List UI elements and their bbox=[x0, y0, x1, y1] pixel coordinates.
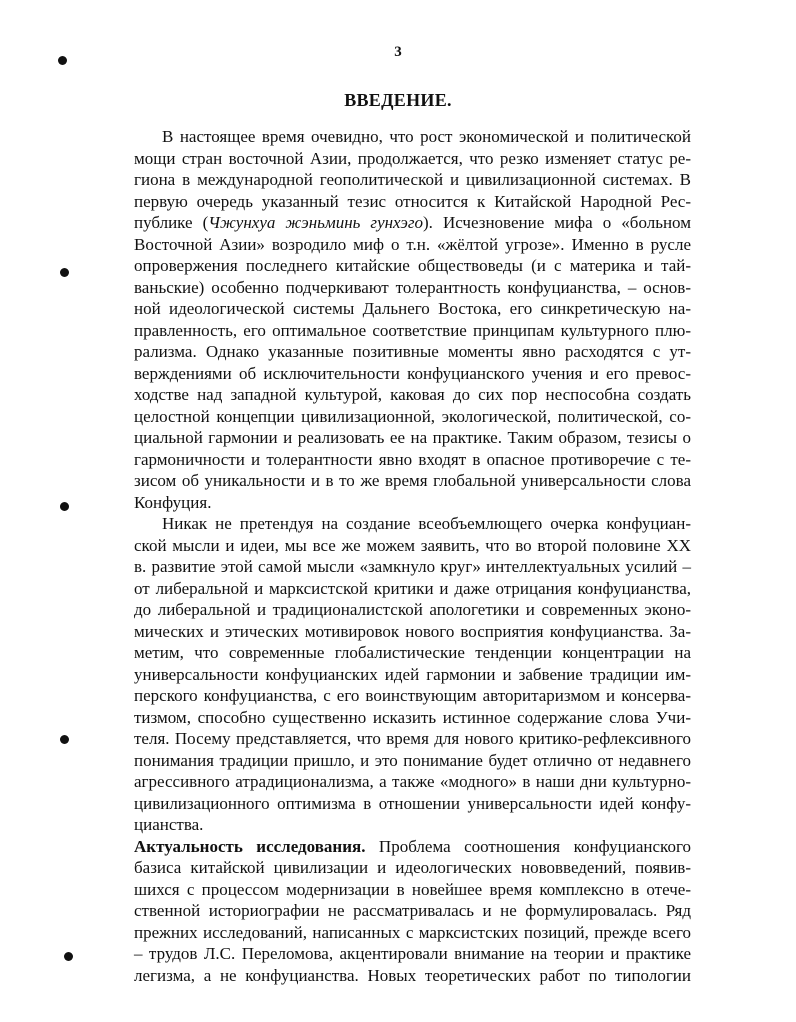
text-line: опровержения последнего китайские обществоведы (и с материка и тай- bbox=[134, 256, 691, 275]
text-line: Восточной Азии» возродило миф о т.н. «жёлтой угрозе». Именно в русле bbox=[134, 234, 691, 254]
text-line: базиса китайской цивилизации и идеологических нововведений, появив- bbox=[134, 858, 691, 877]
binding-hole-mark bbox=[60, 268, 69, 277]
binding-hole-mark bbox=[64, 952, 73, 961]
text-line: первую очередь указанный тезис относится к Китайской Народной Рес- bbox=[134, 191, 691, 211]
paragraph-main bbox=[134, 513, 691, 836]
text-line: гармоничности и толерантности явно входят в опасное противоречие с те- bbox=[134, 449, 691, 469]
text-line: легизма, а не конфуцианства. Новых теоретических работ по типологии bbox=[134, 965, 691, 985]
text-line: Актуальность исследования. Проблема соотношения конфуцианского bbox=[134, 836, 691, 856]
text-line: понимания традиции пришло, и это понимание будет отлично от недавнего bbox=[134, 750, 691, 770]
text-line: циальной гармонии и реализовать ее на практике. Таким образом, тезисы о bbox=[134, 428, 691, 447]
text-line: целостной концепции цивилизационной, экологической, политической, со- bbox=[134, 406, 691, 426]
text-line: Никак не претендуя на создание всеобъемлющего очерка конфуциан- bbox=[162, 514, 691, 533]
text-line: ной идеологической системы Дальнего Востока, его синкретическую на- bbox=[134, 299, 691, 318]
text-line: зисом об уникальности и в то же время глобальной универсальности слова bbox=[134, 471, 691, 490]
text-line: до либеральной и традиционалистской апологетики и современных эконо- bbox=[134, 600, 691, 619]
text-line: теля. Посему представляется, что время для нового критико-рефлексивного bbox=[134, 729, 691, 748]
text-line: прежних исследований, написанных с марксистских позиций, прежде всего bbox=[134, 922, 691, 942]
text-line: мощи стран восточной Азии, продолжается, что резко изменяет статус ре- bbox=[134, 148, 691, 168]
page-number: 3 bbox=[394, 44, 402, 60]
text-line: верждениями об исключительности конфуцианского учения и его превос- bbox=[134, 363, 691, 383]
paragraph-relevance bbox=[134, 836, 691, 987]
italic-term: Чжунхуа жэньминь гунхэго bbox=[208, 213, 423, 232]
binding-hole-mark bbox=[60, 735, 69, 744]
text-line: ваньские) особенно подчеркивают толерантность конфуцианства, – основ- bbox=[134, 277, 691, 297]
text-line: Конфуция. bbox=[134, 492, 212, 512]
binding-hole-mark bbox=[58, 56, 67, 65]
text-line: агрессивного атрадиционализма, а также «модного» в наши дни культурно- bbox=[134, 772, 691, 791]
section-heading: ВВЕДЕНИЕ. bbox=[344, 90, 452, 110]
text-line: перского конфуцианства, с его воинствующим авторитаризмом и консерва- bbox=[134, 686, 691, 705]
text-line: мических и этических мотивировок нового восприятия конфуцианства. За- bbox=[134, 621, 691, 641]
text-line: ственной историографии не рассматривалась и не формулировалась. Ряд bbox=[134, 901, 691, 920]
text-line: тизмом, способно существенно исказить истинное содержание слова Учи- bbox=[134, 707, 691, 727]
text-line: шихся с процессом модернизации в новейшее время комплексно в отече- bbox=[134, 879, 691, 899]
text-line: ской мысли и идеи, мы все же можем заявить, что во второй половине XX bbox=[134, 535, 691, 555]
text-line: – трудов Л.С. Переломова, акцентировали внимание на теории и практике bbox=[134, 944, 691, 963]
text-line: в. развитие этой самой мысли «замкнуло круг» интеллектуальных усилий – bbox=[134, 557, 691, 576]
text-line: В настоящее время очевидно, что рост экономической и политической bbox=[162, 127, 691, 146]
text-line: гиона в международной геополитической и цивилизационной системах. В bbox=[134, 170, 691, 189]
text-line: цивилизационного оптимизма в отношении универсальности идей конфу- bbox=[134, 793, 691, 813]
paragraph-intro bbox=[134, 126, 691, 513]
text-line: от либеральной и марксистской критики и даже отрицания конфуцианства, bbox=[134, 578, 691, 598]
text-line: рализма. Однако указанные позитивные моменты явно расходятся с ут- bbox=[134, 342, 691, 361]
text-line: цианства. bbox=[134, 815, 204, 834]
text-line: универсальности конфуцианских идей гармонии и забвение традиции им- bbox=[134, 664, 691, 684]
text-line: правленность, его оптимальное соответствие принципам культурного плю- bbox=[134, 320, 691, 340]
text-line: метим, что современные глобалистические тенденции концентрации на bbox=[134, 643, 691, 662]
text-line: ходстве над западной культурой, каковая до сих пор неспособна создать bbox=[134, 385, 691, 404]
relevance-heading: Актуальность исследования. bbox=[134, 836, 366, 856]
text-line: публике (Чжунхуа жэньминь гунхэго). Исчезновение мифа о «больном bbox=[134, 213, 691, 232]
body-text bbox=[134, 126, 691, 986]
binding-hole-mark bbox=[60, 502, 69, 511]
